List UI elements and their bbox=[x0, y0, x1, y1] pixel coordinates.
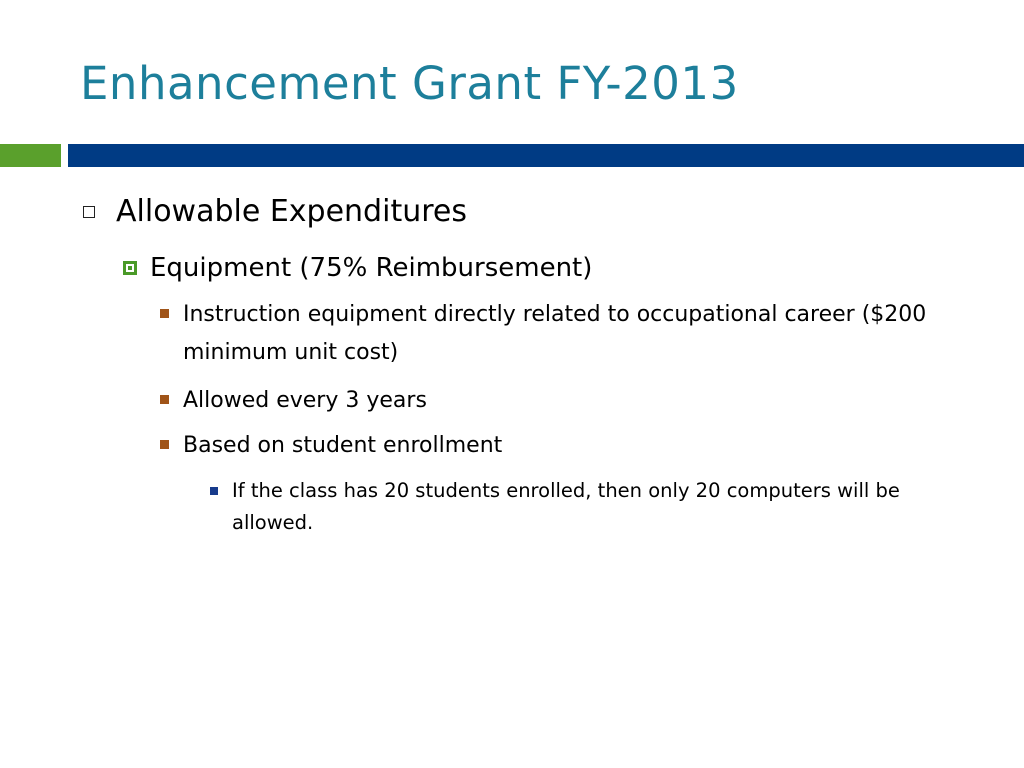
framed-square-icon bbox=[123, 261, 137, 275]
bullet-level-3 bbox=[160, 296, 990, 372]
filled-square-icon bbox=[160, 395, 169, 404]
bullet-text-instruction-equipment: Instruction equipment directly related to occupational career ($200 minimum unit cost) bbox=[183, 302, 927, 365]
slide-title: Enhancement Grant FY-2013 bbox=[80, 57, 739, 110]
bullet-text-allowed-every-3-years: Allowed every 3 years bbox=[183, 388, 427, 413]
bullet-text-equipment: Equipment (75% Reimbursement) bbox=[150, 253, 593, 283]
bullet-text-student-enrollment: Based on student enrollment bbox=[183, 433, 503, 458]
filled-square-icon bbox=[210, 487, 218, 495]
bullet-text-allowable-expenditures: Allowable Expenditures bbox=[116, 194, 467, 229]
accent-bar-blue bbox=[68, 144, 1024, 167]
bullet-level-3 bbox=[160, 427, 990, 465]
bullet-level-4 bbox=[210, 475, 980, 539]
bullet-level-1 bbox=[83, 192, 467, 232]
filled-square-icon bbox=[160, 309, 169, 318]
filled-square-icon bbox=[160, 440, 169, 449]
hollow-square-icon bbox=[83, 206, 95, 218]
bullet-level-2 bbox=[123, 248, 592, 288]
bullet-level-3 bbox=[160, 382, 990, 420]
accent-bar-green bbox=[0, 144, 61, 167]
bullet-text-20-computers: If the class has 20 students enrolled, then only 20 computers will be allowed. bbox=[232, 479, 900, 534]
